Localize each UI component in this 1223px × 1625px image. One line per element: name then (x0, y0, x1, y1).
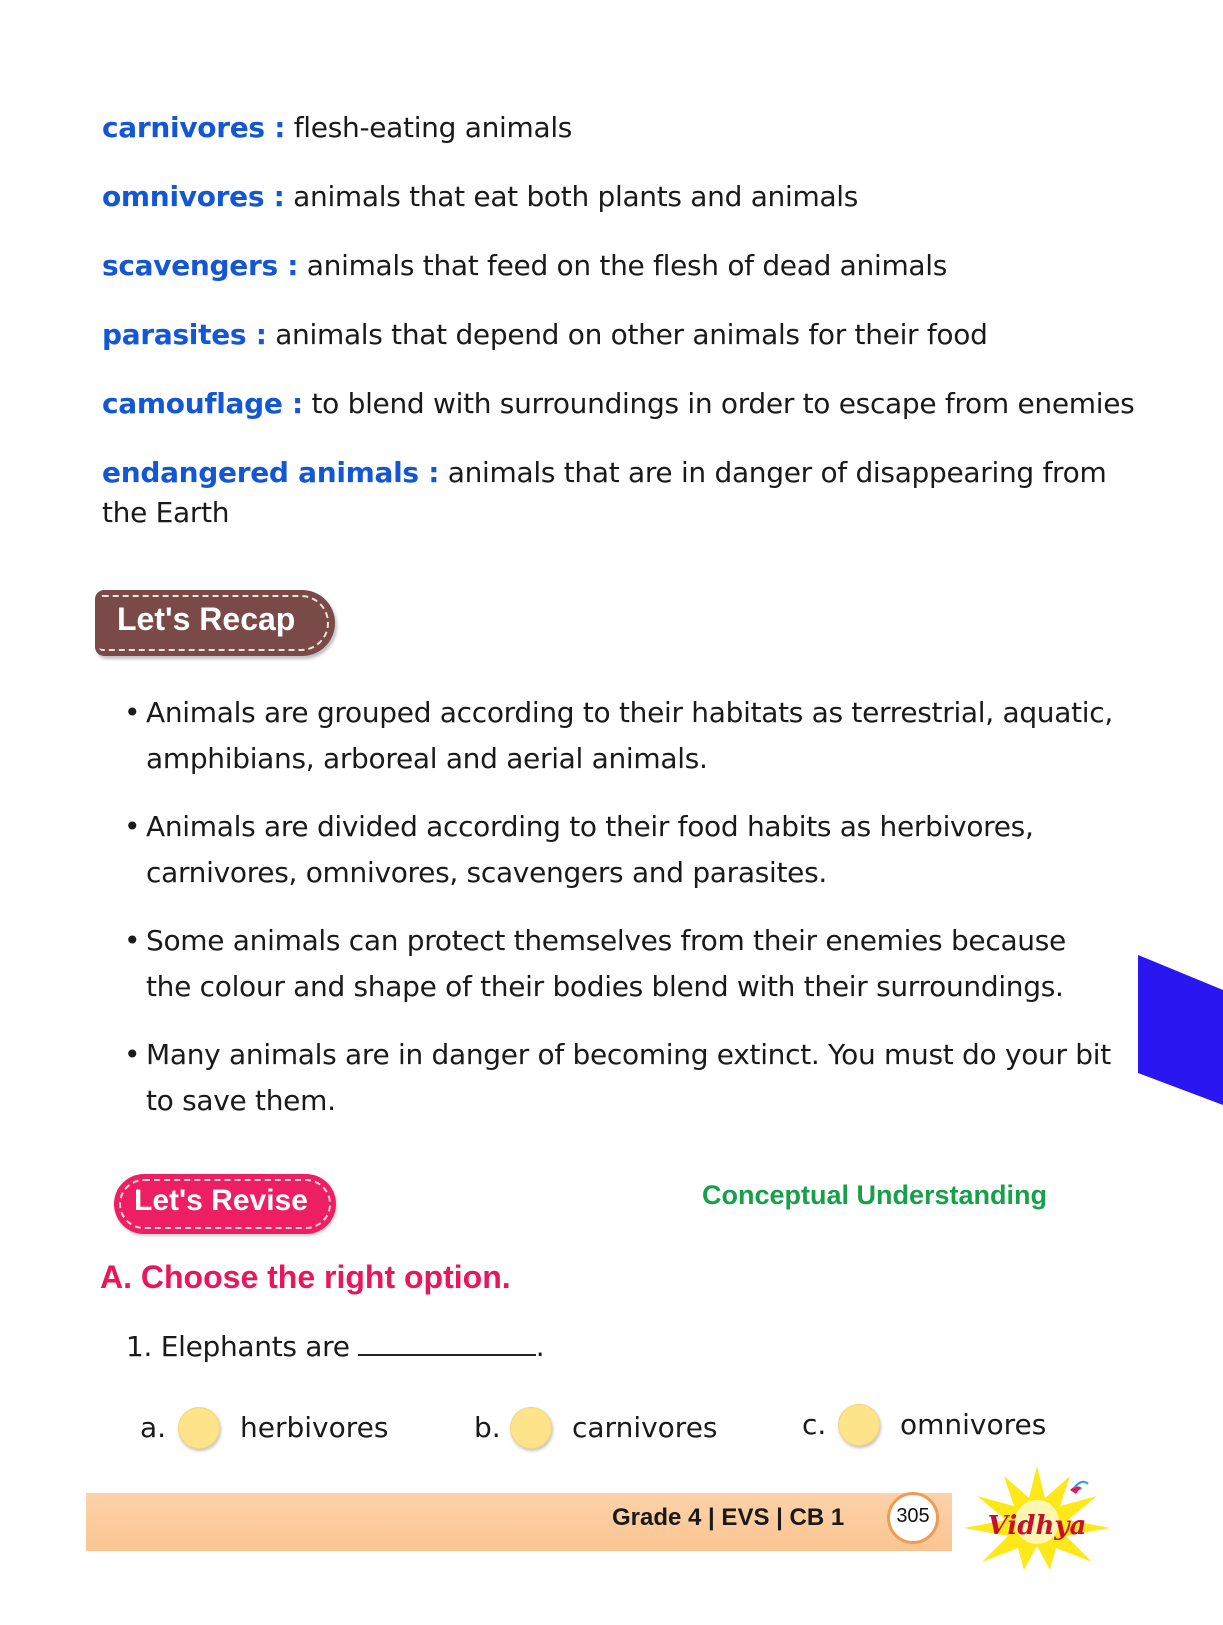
glossary-term: carnivores : (102, 111, 286, 144)
glossary-term: omnivores : (102, 180, 285, 213)
option-radio[interactable] (510, 1407, 552, 1449)
chapter-side-tab (1138, 955, 1223, 1105)
recap-item (124, 1032, 1114, 1124)
glossary-definition: flesh-eating animals (285, 111, 573, 144)
svg-text:Vidhya: Vidhya (987, 1511, 1087, 1541)
bullet-icon: • (124, 1038, 141, 1071)
recap-item-text: Animals are divided according to their food habits as herbivores, carnivores, omnivores, scavengers and parasites. (146, 810, 1034, 889)
glossary-term: endangered animals : (102, 456, 440, 489)
recap-item-text: Animals are grouped according to their habitats as terrestrial, aquatic, amphibians, arboreal and aerial animals. (146, 696, 1113, 775)
glossary-item-scavengers (102, 246, 947, 286)
glossary-item-carnivores (102, 108, 572, 148)
glossary-definition: animals that eat both plants and animals (284, 180, 859, 213)
glossary-term: parasites : (102, 318, 267, 351)
glossary-item-camouflage (102, 384, 1134, 424)
vidhya-logo (952, 1462, 1122, 1572)
glossary-item-endangered-animals (102, 453, 1112, 533)
lets-revise-title: Let's Revise (134, 1184, 308, 1217)
page-number: 305 (896, 1505, 930, 1527)
glossary-item-parasites (102, 315, 988, 355)
glossary-term: scavengers : (102, 249, 299, 282)
recap-item (124, 918, 1114, 1010)
option-a[interactable] (140, 1403, 400, 1453)
recap-item (124, 804, 1114, 896)
question-end: . (535, 1330, 545, 1363)
bullet-icon: • (124, 696, 141, 729)
glossary-definition: animals that feed on the flesh of dead animals (298, 249, 948, 282)
lets-revise-badge (114, 1174, 336, 1234)
option-c[interactable] (802, 1400, 1062, 1450)
option-b[interactable] (474, 1403, 734, 1453)
conceptual-understanding-tag: Conceptual Understanding (702, 1180, 1048, 1210)
option-label: herbivores (240, 1411, 389, 1444)
option-letter: c. (802, 1408, 827, 1441)
lets-recap-title: Let's Recap (117, 601, 296, 637)
option-radio[interactable] (178, 1407, 220, 1449)
option-label: omnivores (900, 1408, 1047, 1441)
glossary-definition: animals that depend on other animals for their food (266, 318, 988, 351)
option-letter: b. (474, 1411, 501, 1444)
question-1 (126, 1330, 544, 1363)
option-radio[interactable] (838, 1404, 880, 1446)
recap-item-text: Some animals can protect themselves from their enemies because the colour and shape of their bodies blend with their surroundings. (146, 924, 1066, 1003)
question-text: 1. Elephants are (126, 1330, 350, 1363)
glossary-item-omnivores (102, 177, 858, 217)
bullet-icon: • (124, 810, 141, 843)
lets-recap-badge (95, 590, 335, 656)
glossary-definition: to blend with surroundings in order to escape from enemies (302, 387, 1135, 420)
glossary-term: camouflage : (102, 387, 303, 420)
bullet-icon: • (124, 924, 141, 957)
answer-blank (358, 1332, 536, 1356)
footer-grade-subject: Grade 4 | EVS | CB 1 (612, 1504, 845, 1531)
recap-item (124, 690, 1114, 782)
option-letter: a. (140, 1411, 167, 1444)
option-label: carnivores (572, 1411, 718, 1444)
recap-item-text: Many animals are in danger of becoming extinct. You must do your bit to save them. (146, 1038, 1111, 1117)
section-heading: A. Choose the right option. (100, 1259, 511, 1295)
glossary-definition: animals that are in danger of disappearing from the Earth (102, 456, 1107, 529)
